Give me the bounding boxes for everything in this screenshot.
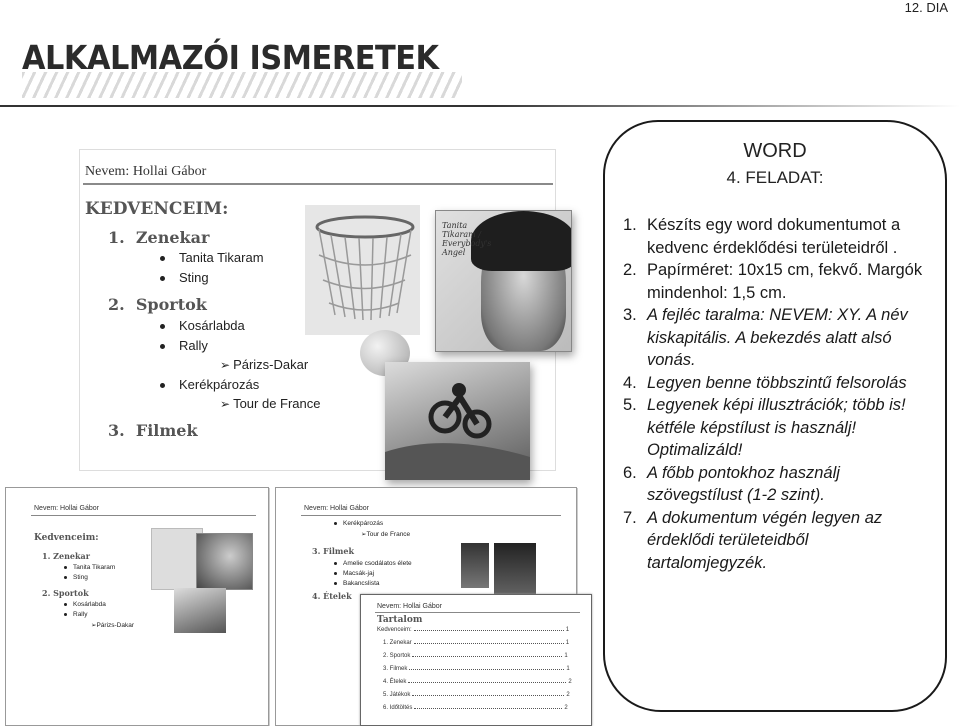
list-item: Sting <box>160 270 209 285</box>
thumb-amelie-poster <box>494 543 536 598</box>
thumb-item: Kosárlabda <box>64 601 106 608</box>
slide-number: 12. DIA <box>904 0 948 15</box>
thumb-album-image <box>196 533 253 590</box>
basketball-hoop-image <box>305 205 420 335</box>
thumb-sub-item: ➢Párizs-Dakar <box>91 622 135 629</box>
header-rule <box>83 183 553 185</box>
thumb-item: Kerékpározás <box>334 520 383 527</box>
thumb-section: 1. Zenekar <box>42 551 90 561</box>
thumb-section: 3. Filmek <box>312 546 354 556</box>
toc-heading: Tartalom <box>377 615 423 625</box>
sub-list-item: ➢ Tour de France <box>220 396 321 411</box>
motorbike-photo <box>385 362 530 480</box>
thumb-heading: Kedvenceim: <box>34 533 99 543</box>
thumb-author: Nevem: Hollai Gábor <box>34 505 99 512</box>
document-author: Nevem: Hollai Gábor <box>85 164 207 179</box>
thumb-sub-item: ➢Tour de France <box>361 531 411 538</box>
card-title: WORD <box>743 140 807 162</box>
task-item: 3. A fejléc taralma: NEVEM: XY. A név kiskapitális. A bekezdés alatt alsó vonás. <box>623 306 908 369</box>
list-item: Tanita Tikaram <box>160 250 264 265</box>
thumb-section: 4. Ételek <box>312 591 352 601</box>
thumb-item: Sting <box>64 574 88 581</box>
thumb-author: Nevem: Hollai Gábor <box>377 603 442 610</box>
sub-list-item: ➢ Párizs-Dakar <box>220 357 309 372</box>
thumb-rule <box>375 612 580 613</box>
thumb-author: Nevem: Hollai Gábor <box>304 505 369 512</box>
toc-entry: 1. Zenekar 1 <box>383 640 570 646</box>
toc-entry: 4. Ételek 2 <box>383 679 572 685</box>
thumb-item: Amelie csodálatos élete <box>334 560 412 567</box>
thumb-item: Rally <box>64 611 87 618</box>
motorbike-silhouette <box>385 362 530 480</box>
thumb-movie-poster <box>461 543 489 588</box>
slide-title: ALKALMAZÓI ISMERETEK <box>22 38 439 77</box>
task-item: 6. A főbb pontokhoz használj szövegstílust (1-2 szint). <box>623 463 840 504</box>
task-item: 2. Papírméret: 10x15 cm, fekvő. Margók mindenhol: 1,5 cm. <box>623 261 923 302</box>
album-title: Tanita Tikaram / Everybody's Angel <box>442 221 492 257</box>
section-heading: 1. Zenekar <box>108 228 210 247</box>
task-item: 4. Legyen benne többszintű felsorolás <box>623 373 907 392</box>
list-item: Rally <box>160 338 208 353</box>
page-thumbnail <box>5 487 269 726</box>
toc-entry: 2. Sportok 1 <box>383 653 568 659</box>
task-card <box>603 120 947 712</box>
thumb-rule <box>301 515 561 516</box>
task-list <box>623 214 933 574</box>
section-heading: 3. Filmek <box>108 421 198 440</box>
thumb-rule <box>31 515 256 516</box>
card-subtitle: 4. FELADAT: <box>726 168 824 187</box>
toc-entry: 3. Filmek 1 <box>383 666 570 672</box>
list-item: Kosárlabda <box>160 318 245 333</box>
section-heading: 2. Sportok <box>108 295 207 314</box>
toc-entry: 6. Időtöltés 2 <box>383 705 568 711</box>
list-item: Kerékpározás <box>160 377 259 392</box>
title-underline-fade <box>490 105 960 107</box>
thumb-item: Tanita Tikaram <box>64 564 115 571</box>
document-heading: KEDVENCEIM: <box>85 199 229 219</box>
thumb-item: Bakancslista <box>334 580 380 587</box>
thumb-moto-image <box>174 588 226 633</box>
album-cover-image <box>435 210 572 352</box>
toc-entry: Kedvenceim: 1 <box>377 627 570 633</box>
task-item: 1. Készíts egy word dokumentumot a kedvenc érdeklődési területeidről . <box>623 216 901 257</box>
thumb-item: Macsák-jaj <box>334 570 374 577</box>
task-item: 5. Legyenek képi illusztrációk; több is! kétféle képstílust is használj! Optimalizáld! <box>623 396 906 459</box>
toc-entry: 5. Játékok 2 <box>383 692 570 698</box>
toc-thumbnail <box>360 594 592 726</box>
thumb-section: 2. Sportok <box>42 588 89 598</box>
task-item: 7. A dokumentum végén legyen az érdeklődi területeidből tartalomjegyzék. <box>623 508 883 572</box>
